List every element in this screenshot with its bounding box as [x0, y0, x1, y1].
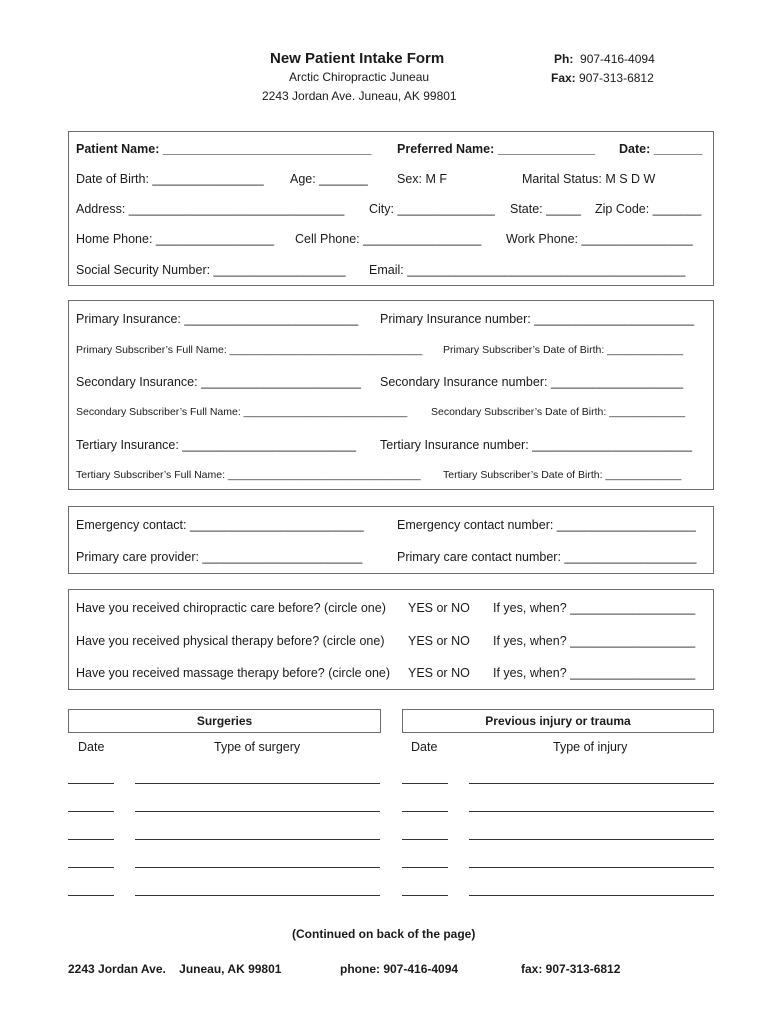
massage-yes-no[interactable]: YES or NO	[408, 666, 470, 680]
massage-when-field[interactable]: If yes, when? __________________	[493, 666, 696, 680]
phone-value: 907-416-4094	[580, 52, 655, 66]
clinic-name: Arctic Chiropractic Juneau	[289, 70, 430, 84]
email-field[interactable]: Email: ________________________________________	[369, 263, 686, 277]
insurance-box	[68, 300, 714, 490]
injury-type-line[interactable]	[469, 895, 714, 896]
injury-type-line[interactable]	[469, 811, 714, 812]
surgery-date-line[interactable]	[68, 783, 114, 784]
preferred-name-field[interactable]: Preferred Name: ______________	[397, 142, 596, 156]
tertiary-insurance-field[interactable]: Tertiary Insurance: _________________________	[76, 438, 357, 452]
phone-label: Ph:	[554, 52, 574, 66]
tertiary-subscriber-dob-field[interactable]: Tertiary Subscriber’s Date of Birth: _____________	[443, 469, 682, 481]
tertiary-subscriber-name-field[interactable]: Tertiary Subscriber’s Full Name: _________________________________	[76, 469, 421, 481]
zip-field[interactable]: Zip Code: _______	[595, 202, 702, 216]
surgery-date-line[interactable]	[68, 895, 114, 896]
primary-insurance-number-field[interactable]: Primary Insurance number: _______________________	[380, 312, 695, 326]
chiropractic-yes-no[interactable]: YES or NO	[408, 601, 470, 615]
primary-care-provider-field[interactable]: Primary care provider: _______________________	[76, 550, 363, 564]
address-field[interactable]: Address: _______________________________	[76, 202, 345, 216]
dob-field[interactable]: Date of Birth: ________________	[76, 172, 264, 186]
surgery-type-line[interactable]	[135, 867, 380, 868]
tertiary-insurance-number-field[interactable]: Tertiary Insurance number: _______________________	[380, 438, 693, 452]
injury-date-line[interactable]	[402, 811, 448, 812]
surgeries-type-column: Type of surgery	[214, 740, 301, 754]
injury-type-line[interactable]	[469, 839, 714, 840]
emergency-contact-number-field[interactable]: Emergency contact number: ____________________	[397, 518, 696, 532]
surgery-type-line[interactable]	[135, 839, 380, 840]
physical-therapy-question: Have you received physical therapy before? (circle one)	[76, 634, 385, 648]
state-field[interactable]: State: _____	[510, 202, 581, 216]
home-phone-field[interactable]: Home Phone: _________________	[76, 232, 275, 246]
injury-type-line[interactable]	[469, 867, 714, 868]
surgery-date-line[interactable]	[68, 811, 114, 812]
injury-date-line[interactable]	[402, 895, 448, 896]
secondary-insurance-number-field[interactable]: Secondary Insurance number: ___________________	[380, 375, 684, 389]
primary-insurance-field[interactable]: Primary Insurance: _________________________	[76, 312, 359, 326]
footer-fax: fax: 907-313-6812	[521, 962, 621, 976]
secondary-subscriber-dob-field[interactable]: Secondary Subscriber’s Date of Birth: _____________	[431, 406, 686, 418]
work-phone-field[interactable]: Work Phone: ________________	[506, 232, 693, 246]
physical-therapy-yes-no[interactable]: YES or NO	[408, 634, 470, 648]
surgery-type-line[interactable]	[135, 811, 380, 812]
chiropractic-when-field[interactable]: If yes, when? __________________	[493, 601, 696, 615]
form-title: New Patient Intake Form	[270, 50, 445, 67]
footer-address: 2243 Jordan Ave. Juneau, AK 99801	[68, 962, 282, 976]
primary-subscriber-dob-field[interactable]: Primary Subscriber’s Date of Birth: _____________	[443, 344, 684, 356]
injury-date-line[interactable]	[402, 783, 448, 784]
continued-note: (Continued on back of the page)	[292, 927, 476, 941]
injury-type-line[interactable]	[469, 783, 714, 784]
surgery-date-line[interactable]	[68, 867, 114, 868]
cell-phone-field[interactable]: Cell Phone: _________________	[295, 232, 482, 246]
surgeries-date-column: Date	[78, 740, 105, 754]
clinic-address: 2243 Jordan Ave. Juneau, AK 99801	[262, 89, 457, 103]
injury-date-column: Date	[411, 740, 438, 754]
age-field[interactable]: Age: _______	[290, 172, 368, 186]
surgery-date-line[interactable]	[68, 839, 114, 840]
ssn-field[interactable]: Social Security Number: ___________________	[76, 263, 346, 277]
injury-date-line[interactable]	[402, 867, 448, 868]
date-field[interactable]: Date: _______	[619, 142, 703, 156]
secondary-subscriber-name-field[interactable]: Secondary Subscriber’s Full Name: ____________________________	[76, 406, 408, 418]
marital-status-field[interactable]: Marital Status: M S D W	[522, 172, 656, 186]
primary-care-number-field[interactable]: Primary care contact number: ___________________	[397, 550, 697, 564]
massage-question: Have you received massage therapy before? (circle one)	[76, 666, 391, 680]
physical-therapy-when-field[interactable]: If yes, when? __________________	[493, 634, 696, 648]
injury-date-line[interactable]	[402, 839, 448, 840]
surgery-type-line[interactable]	[135, 783, 380, 784]
injury-type-column: Type of injury	[553, 740, 628, 754]
secondary-insurance-field[interactable]: Secondary Insurance: _______________________	[76, 375, 361, 389]
footer-phone: phone: 907-416-4094	[340, 962, 459, 976]
fax-label: Fax:	[551, 71, 576, 85]
emergency-contact-field[interactable]: Emergency contact: _________________________	[76, 518, 364, 532]
patient-name-field[interactable]: Patient Name: ______________________________	[76, 142, 372, 156]
header-phone	[554, 52, 655, 66]
surgeries-header: Surgeries	[68, 709, 381, 733]
fax-value: 907-313-6812	[579, 71, 654, 85]
primary-subscriber-name-field[interactable]: Primary Subscriber’s Full Name: _________________________________	[76, 344, 423, 356]
city-field[interactable]: City: ______________	[369, 202, 495, 216]
injury-header: Previous injury or trauma	[402, 709, 714, 733]
header-fax	[551, 71, 654, 85]
surgery-type-line[interactable]	[135, 895, 380, 896]
chiropractic-question: Have you received chiropractic care before? (circle one)	[76, 601, 386, 615]
sex-field[interactable]: Sex: M F	[397, 172, 448, 186]
